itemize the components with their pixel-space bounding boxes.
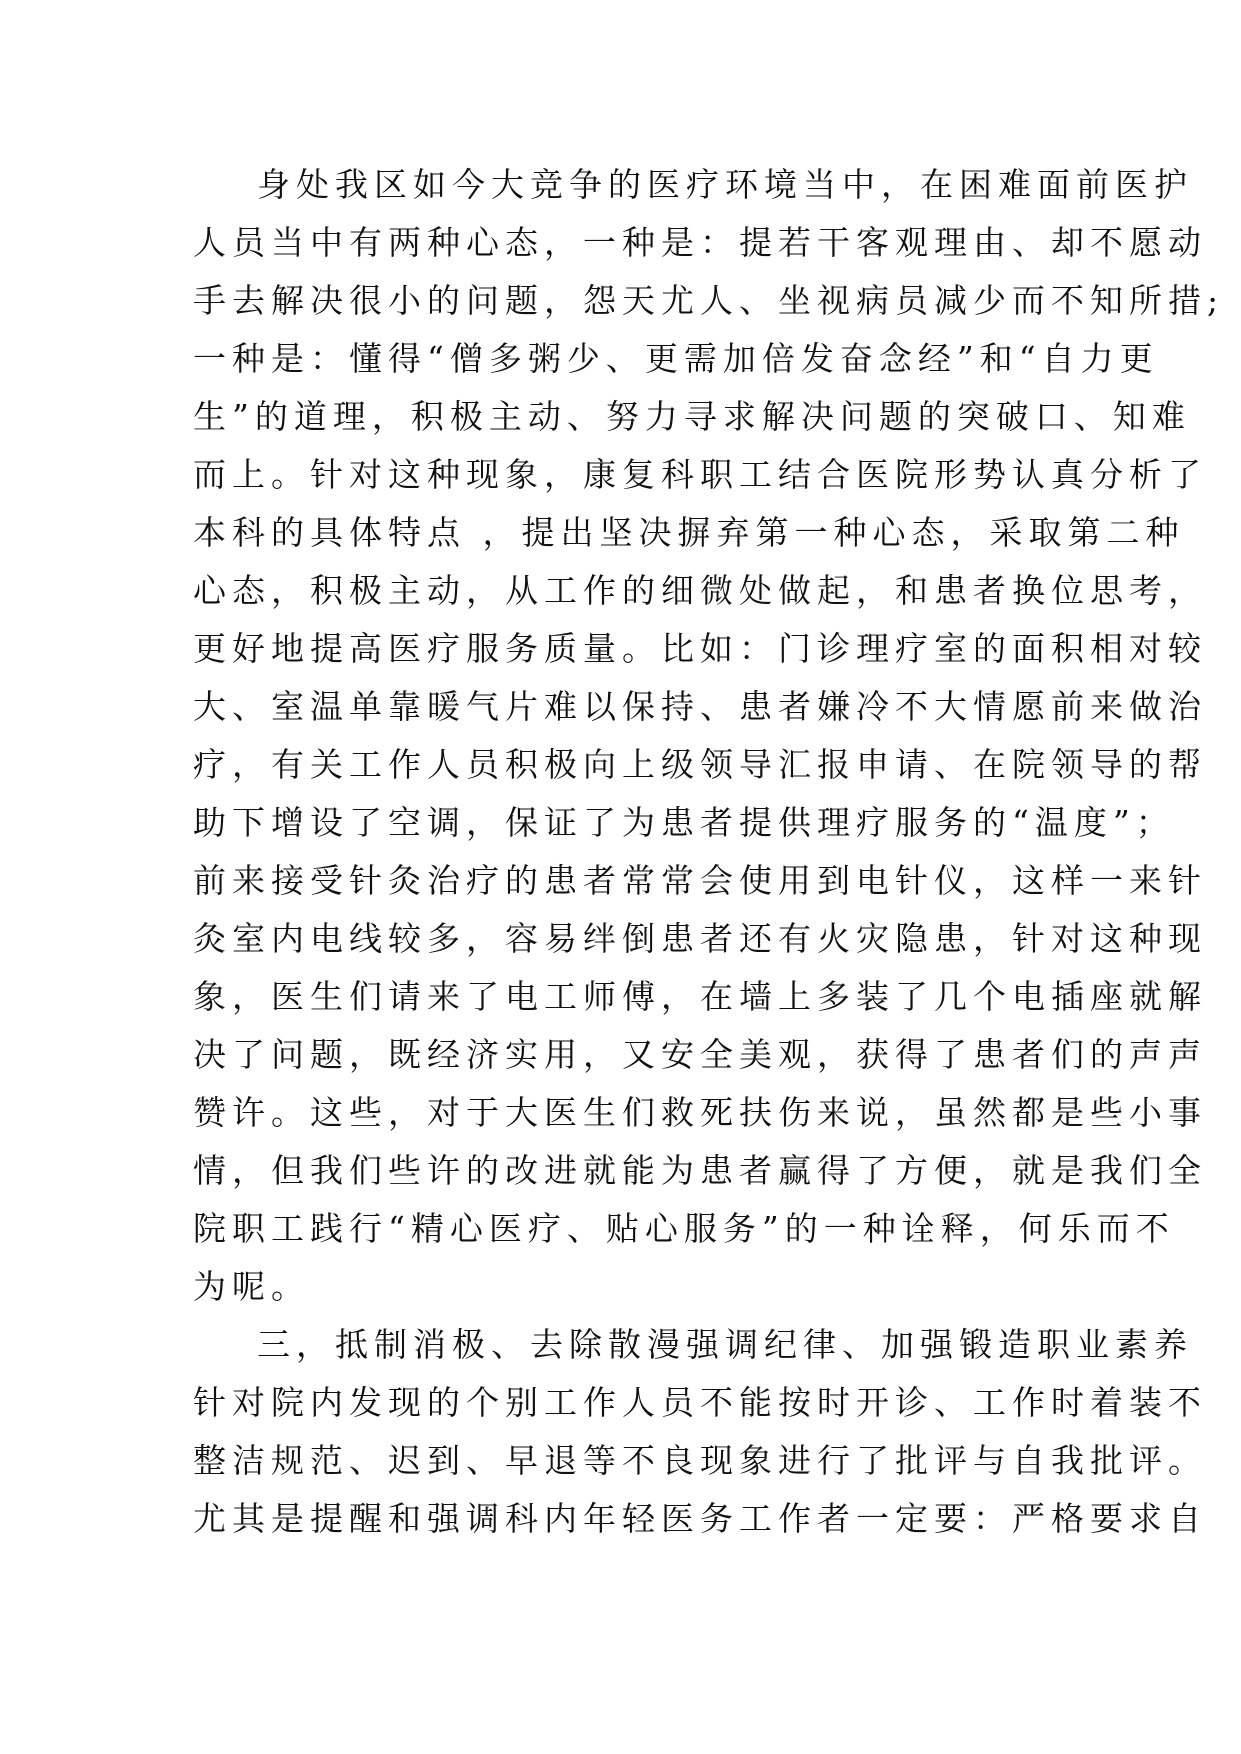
text-line: 前来接受针灸治疗的患者常常会使用到电针仪，这样一来针 bbox=[193, 861, 1207, 900]
text-line: 情，但我们些许的改进就能为患者赢得了方便，就是我们全 bbox=[193, 1151, 1207, 1190]
text-line: 手去解决很小的问题，怨天尤人、坐视病员减少而不知所措; bbox=[193, 281, 1225, 320]
text-line: 更好地提高医疗服务质量。比如：门诊理疗室的面积相对较 bbox=[193, 629, 1207, 668]
text-line: 赞许。这些，对于大医生们救死扶伤来说，虽然都是些小事 bbox=[193, 1093, 1207, 1132]
section-heading-line: 三，抵制消极、去除散漫强调纪律、加强锻造职业素养 bbox=[257, 1325, 1193, 1364]
text-line: 院职工践行“精心医疗、贴心服务”的一种诠释，何乐而不 bbox=[193, 1209, 1175, 1248]
text-line: 心态，积极主动，从工作的细微处做起，和患者换位思考， bbox=[193, 571, 1207, 610]
text-line: 象，医生们请来了电工师傅，在墙上多装了几个电插座就解 bbox=[193, 977, 1207, 1016]
text-line: 生”的道理，积极主动、努力寻求解决问题的突破口、知难 bbox=[193, 397, 1191, 436]
text-line: 为呢。 bbox=[193, 1267, 310, 1306]
text-line: 大、室温单靠暖气片难以保持、患者嫌冷不大情愿前来做治 bbox=[193, 687, 1207, 726]
text-line: 人员当中有两种心态，一种是：提若干客观理由、却不愿动 bbox=[193, 223, 1207, 262]
text-line: 一种是：懂得“僧多粥少、更需加倍发奋念经”和“自力更 bbox=[193, 339, 1159, 378]
paragraph-1 bbox=[193, 156, 1225, 1316]
text-line: 而上。针对这种现象，康复科职工结合医院形势认真分析了 bbox=[193, 455, 1207, 494]
text-line: 本科的具体特点 ，提出坚决摒弃第一种心态，采取第二种 bbox=[193, 513, 1185, 552]
text-line: 灸室内电线较多，容易绊倒患者还有火灾隐患，针对这种现 bbox=[193, 919, 1207, 958]
text-line: 身处我区如今大竞争的医疗环境当中，在困难面前医护 bbox=[257, 165, 1193, 204]
text-line: 尤其是提醒和强调科内年轻医务工作者一定要：严格要求自 bbox=[193, 1499, 1207, 1538]
text-line: 疗，有关工作人员积极向上级领导汇报申请、在院领导的帮 bbox=[193, 745, 1207, 784]
paragraph-2 bbox=[193, 1316, 1207, 1548]
text-line: 整洁规范、迟到、早退等不良现象进行了批评与自我批评。 bbox=[193, 1441, 1207, 1480]
text-line: 针对院内发现的个别工作人员不能按时开诊、工作时着装不 bbox=[193, 1383, 1207, 1422]
text-line: 助下增设了空调，保证了为患者提供理疗服务的“温度”； bbox=[193, 803, 1175, 842]
document-body bbox=[193, 156, 1225, 1548]
text-line: 决了问题，既经济实用，又安全美观，获得了患者们的声声 bbox=[193, 1035, 1207, 1074]
